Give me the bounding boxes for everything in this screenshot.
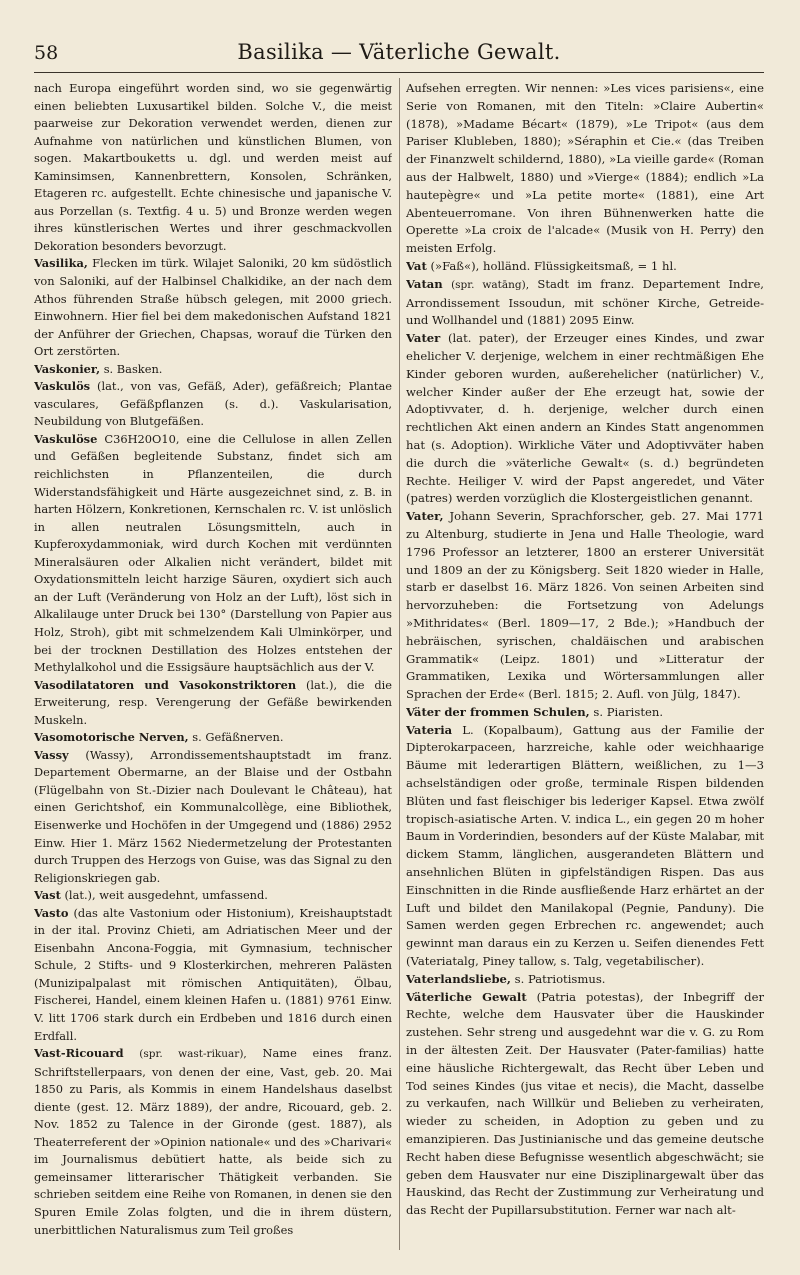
entry-headword: Vaskulöse	[34, 431, 98, 446]
entry-text: Johann Severin, Sprachforscher, geb. 27. Mai 1771 zu Altenburg, studierte in Jena und Halle Theologie, ward 1796 Professor an letzterer, 1800 an ersterer Universität und 1809 an der zu Königsberg. Seit 1820 wieder in Halle, starb er daselbst 16. März 1826. Von seinen Arbeiten sind hervorzuheben: die Fortsetzung von Adelungs »Mithridates« (Berl. 1809—17, 2 Bde.); »Handbuch der hebräischen, syrischen, chaldäischen und arabischen Grammatik« (Leipz. 1801) und »Litteratur der Grammatiken, Lexika und Wörtersammlungen aller Sprachen der Erde« (Berl. 1815; 2. Aufl. von Jülg, 1847).	[406, 509, 764, 702]
page-number: 58	[34, 42, 59, 64]
entry-text: L. (Kopalbaum), Gattung aus der Familie der Dipterokarpaceen, harzreiche, kahle oder weichhaarige Bäume mit lederartigen Blättern, weißlichen, zu 1—3 achselständigen oder große, terminale Rispen bildenden Blüten und fast fleischiger bis lederiger Kapsel. Etwa zwölf tropisch-asiatische Arten. V. indica L., ein gegen 20 m hoher Baum in Vorderindien, besonders auf der Küste Malabar, mit dickem Stamm, länglichen, ausgerandeten Blättern und ansehnlichen Blüten in gipfelständigen Rispen. Das aus Einschnitten in die Rinde ausfließende Harz erhärtet an der Luft und bildet den Manilakopal (Pegnie, Panduny). Die Samen werden gegen Erbrechen rc. angewendet; auch gewinnt man daraus ein zu Kerzen u. Seifen dienendes Fett (Vateriatalg, Piney tallow, s. Talg, vegetabilischer).	[406, 722, 764, 969]
entry-headword: Vassy	[34, 747, 69, 762]
entry-headword: Vast	[34, 888, 61, 903]
entry-text: C36H20O10, eine die Cellulose in allen Zellen und Gefäßen begleitende Substanz, findet sich am reichlichsten in Pflanzenteilen, die durch Widerstandsfähigkeit und Härte ausgezeichnet sind, z. B. in harten Hölzern, Konkretionen, Kernschalen rc. V. ist unlöslich in allen neutralen Lösungsmitteln, auch in Kupferoxydammoniak, wird durch Kochen mit verdünnten Mineralsäuren oder Alkalien nicht verändert, bildet mit Oxydationsmitteln leicht harzige Säuren, oxydiert sich auch an der Luft (Veränderung von Holz an der Luft), löst sich in Alkalilauge unter Druck bei 130° (Darstellung von Papier aus Holz, Stroh), gibt mit schmelzendem Kali Ulminkörper, und bei der trocknen Destillation des Holzes entstehen der Methylalkohol und die Essigsäure hauptsächlich aus der V.	[34, 431, 392, 675]
entry-headword: Vater	[406, 331, 441, 346]
entry-text: Stadt im franz. Departement Indre, Arrondissement Issoudun, mit schöner Kirche, Getreide- und Wollhandel und (1881) 2095 Einw.	[406, 276, 764, 328]
entry-text: nach Europa eingeführt worden sind, wo sie gegenwärtig einen beliebten Luxusartikel bilden. Solche V., die meist paarweise zur Dekoration verwendet werden, dienen zur Aufnahme von natürlichen und künstlichen Blumen, von sogen. Makartbouketts u. dgl. und werden meist auf Kaminsimsen, Kannenbrettern, Konsolen, Schränken, Etageren rc. aufgestellt. Echte chinesische und japanische V. aus Porzellan (s. Textfig. 4 u. 5) und Bronze werden wegen ihres künstlerischen Wertes und ihrer geschmackvollen Dekoration besonders bevorzugt.	[34, 81, 392, 253]
entry-headword: Vasomotorische Nerven,	[34, 730, 189, 745]
dictionary-entry	[406, 989, 764, 1220]
entry-headword: Vasto	[34, 905, 69, 920]
entry-headword: Vater,	[406, 509, 444, 524]
entry-text: (lat.), die die Erweiterung, resp. Verengerung der Gefäße bewirkenden Muskeln.	[34, 677, 392, 727]
header-rule	[34, 72, 764, 73]
dictionary-entry	[34, 747, 392, 887]
pronunciation: (spr. watāng),	[451, 278, 530, 291]
entry-headword: Vaskonier,	[34, 361, 101, 376]
dictionary-entry	[34, 887, 392, 905]
entry-headword: Vat	[406, 258, 427, 273]
dictionary-entry	[406, 276, 764, 330]
dictionary-entry	[34, 255, 392, 360]
entry-text: s. Gefäßnerven.	[192, 730, 284, 745]
entry-headword: Vast-Ricouard	[34, 1046, 124, 1061]
entry-text: (lat., von vas, Gefäß, Ader), gefäßreich; Plantae vasculares, Gefäßpflanzen (s. d.). Vaskularisation, Neubildung von Blutgefäßen.	[34, 379, 392, 429]
column-divider	[399, 78, 400, 1250]
entry-text: s. Basken.	[103, 361, 163, 376]
entry-text: Name eines franz. Schriftstellerpaars, von denen der eine, Vast, geb. 20. Mai 1850 zu Paris, als Kommis in einem Handelshaus daselbst diente (gest. 12. März 1889), der andre, Ricouard, geb. 2. Nov. 1852 zu Talence in der Gironde (gest. 1887), als Theaterreferent der »Opinion nationale« und des »Charivari« im Journalismus debütiert hatte, als beide sich zu gemeinsamer litterarischer Thätigkeit verbanden. Sie schrieben seitdem eine Reihe von Romanen, in denen sie den Spuren Emile Zolas folgten, und die in ihrem düstern, unerbittlichen Naturalismus zum Teil großes	[34, 1046, 392, 1237]
left-column	[34, 80, 392, 1250]
entry-text: (Wassy), Arrondissementshauptstadt im franz. Departement Obermarne, an der Blaise und der Ostbahn (Flügelbahn von St.-Dizier nach Doulevant le Château), hat einen Gerichtshof, ein Kommunalcollège, eine Bibliothek, Eisenwerke und Hochöfen in der Umgegend und (1886) 2952 Einw. Hier 1. März 1562 Niedermetzelung der Protestanten durch Truppen des Herzogs von Guise, was das Signal zu den Religionskriegen gab.	[34, 747, 392, 885]
right-column	[406, 80, 764, 1250]
dictionary-entry	[34, 677, 392, 730]
dictionary-entry	[34, 361, 392, 379]
dictionary-entry	[34, 905, 392, 1045]
entry-text: (»Faß«), holländ. Flüssigkeitsmaß, = 1 hl.	[430, 258, 677, 273]
pronunciation: (spr. wast-rikuar),	[139, 1048, 247, 1061]
dictionary-entry	[406, 258, 764, 276]
dictionary-entry	[34, 431, 392, 677]
entry-headword: Vaterlandsliebe,	[406, 971, 511, 986]
entry-headword: Väter der frommen Schulen,	[406, 704, 590, 719]
dictionary-entry	[34, 378, 392, 431]
entry-text: Flecken im türk. Wilajet Saloniki, 20 km südöstlich von Saloniki, auf der Halbinsel Chalkidike, an der nach dem Athos führenden Straße hübsch gelegen, mit 2000 griech. Einwohnern. Hier fiel bei dem makedonischen Aufstand 1821 der Anführer der Griechen, Chapsas, worauf die Türken den Ort zerstörten.	[34, 256, 392, 359]
entry-headword: Vatan	[406, 276, 443, 291]
entry-text: (lat.), weit ausgedehnt, umfassend.	[64, 888, 268, 903]
dictionary-entry	[406, 704, 764, 722]
entry-text: Aufsehen erregten. Wir nennen: »Les vices parisiens«, eine Serie von Romanen, mit den Titeln: »Claire Aubertin« (1878), »Madame Bécart« (1879), »Le Tripot« (aus dem Pariser Klubleben, 1880); »Séraphin et Cie.« (das Treiben der Finanzwelt schildernd, 1880), »La vieille garde« (Roman aus der Halbwelt, 1880) und »Vierge« (1884); endlich »La hautepègre« und »La petite morte« (1881), eine Art Abenteuerromane. Von ihren Bühnenwerken hatte die Operette »La croix de l'alcade« (Musik von H. Perry) den meisten Erfolg.	[406, 81, 764, 256]
entry-text: (lat. pater), der Erzeuger eines Kindes, und zwar ehelicher V. derjenige, welchem in einer rechtmäßigen Ehe Kinder geboren wurden, außerehelicher (natürlicher) V., welcher Kinder außer der Ehe erzeugt hat, sowie der Adoptivvater, d. h. derjenige, welcher durch einen rechtlichen Akt einen andern an Kindes Statt angenommen hat (s. Adoption). Wirkliche Väter und Adoptivväter haben die durch die »väterliche Gewalt« (s. d.) begründeten Rechte. Heiliger V. wird der Papst angeredet, und Väter (patres) werden vorzüglich die Klostergeistlichen genannt.	[406, 331, 764, 506]
entry-text: (das alte Vastonium oder Histonium), Kreishauptstadt in der ital. Provinz Chieti, am Adriatischen Meer und der Eisenbahn Ancona-Foggia, mit Gymnasium, technischer Schule, 2 Stifts- und 9 Klosterkirchen, mehreren Palästen (Munizipalpalast mit römischen Antiquitäten), Ölbau, Fischerei, Handel, einem kleinen Hafen u. (1881) 9761 Einw. V. litt 1706 stark durch ein Erdbeben und 1816 durch einen Erdfall.	[34, 905, 392, 1043]
dictionary-entry	[406, 722, 764, 971]
entry-text: s. Patriotismus.	[514, 971, 606, 986]
running-title: Basilika — Väterliche Gewalt.	[237, 40, 561, 64]
entry-headword: Vasilika,	[34, 256, 88, 271]
entry-headword: Vasodilatatoren und Vasokonstriktoren	[34, 677, 297, 692]
dictionary-entry	[406, 971, 764, 989]
entry-text: (Patria potestas), der Inbegriff der Rechte, welche dem Hausvater über die Hauskinder zustehen. Sehr streng und ausgedehnt war die v. G. zu Rom in der ältesten Zeit. Der Hausvater (Pater-familias) hatte eine häusliche Richtergewalt, das Recht über Leben und Tod seines Kindes (jus vitae et necis), die Macht, dasselbe zu verkaufen, nach Willkür und Belieben zu verheiraten, wieder zu scheiden, in Adoption zu geben und zu emanzipieren. Das Justinianische und das gemeine deutsche Recht haben diese Befugnisse wesentlich abgeschwächt; sie geben dem Hausvater nur eine Disziplinargewalt über das Hauskind, das Recht der Zustimmung zur Verheiratung und das Recht der Pupillarsubstitution. Ferner war nach alt-	[406, 989, 764, 1218]
dictionary-entry	[34, 1045, 392, 1239]
continued-text	[406, 80, 764, 258]
dictionary-entry	[406, 330, 764, 508]
page-header	[34, 38, 764, 70]
dictionary-entry	[406, 508, 764, 704]
continued-text	[34, 80, 392, 255]
entry-text: s. Piaristen.	[593, 704, 664, 719]
entry-headword: Vaskulös	[34, 379, 91, 394]
entry-headword: Vateria	[406, 722, 453, 737]
dictionary-entry	[34, 729, 392, 747]
entry-headword: Väterliche Gewalt	[406, 989, 527, 1004]
